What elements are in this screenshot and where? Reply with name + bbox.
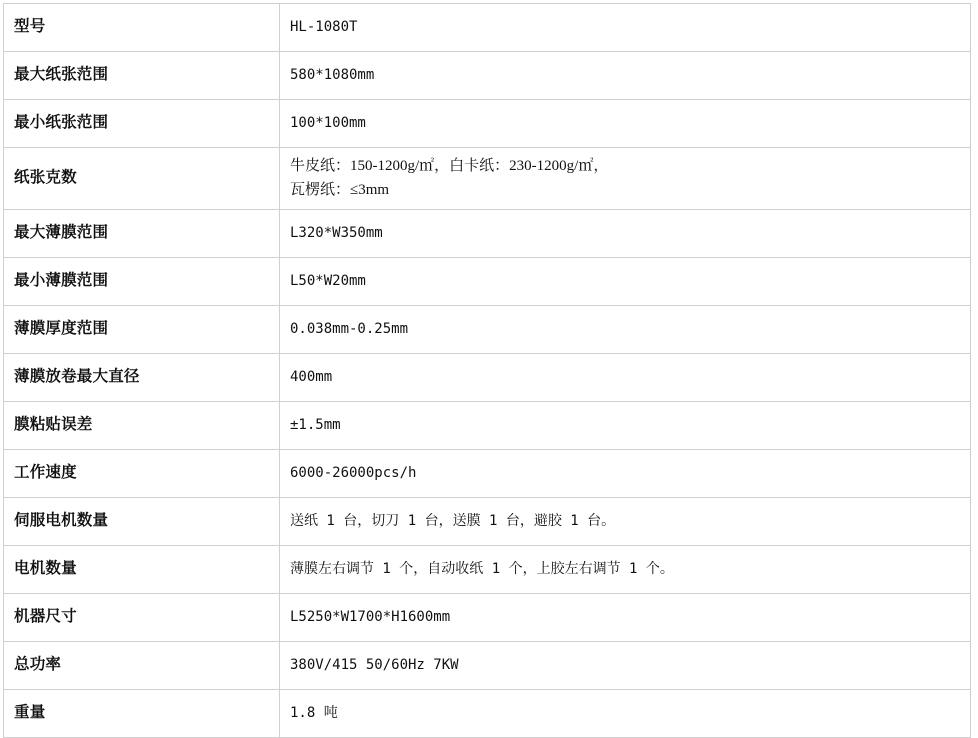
row-value: L5250*W1700*H1600mm <box>280 594 971 642</box>
table-row <box>4 354 971 402</box>
row-value: 580*1080mm <box>280 52 971 100</box>
row-label: 薄膜放卷最大直径 <box>4 354 280 402</box>
table-row <box>4 402 971 450</box>
table-row <box>4 100 971 148</box>
row-value <box>280 148 971 210</box>
row-value: HL-1080T <box>280 4 971 52</box>
row-value: 1.8 吨 <box>280 690 971 738</box>
row-label: 最大薄膜范围 <box>4 210 280 258</box>
row-value-line-2: 瓦楞纸：≤3mm <box>290 181 390 198</box>
row-label: 最小纸张范围 <box>4 100 280 148</box>
row-label: 伺服电机数量 <box>4 498 280 546</box>
table-row <box>4 148 971 210</box>
table-row <box>4 690 971 738</box>
table-row <box>4 4 971 52</box>
row-value: L320*W350mm <box>280 210 971 258</box>
table-row <box>4 642 971 690</box>
row-value-line-1: 牛皮纸：150-1200g/㎡，白卡纸：230-1200g/㎡， <box>290 158 609 175</box>
row-value: 薄膜左右调节 1 个，自动收纸 1 个，上胶左右调节 1 个。 <box>280 546 971 594</box>
row-label: 型号 <box>4 4 280 52</box>
row-value: L50*W20mm <box>280 258 971 306</box>
table-row <box>4 450 971 498</box>
table-row <box>4 52 971 100</box>
table-row <box>4 306 971 354</box>
row-value: 400mm <box>280 354 971 402</box>
row-value: 6000-26000pcs/h <box>280 450 971 498</box>
row-label: 机器尺寸 <box>4 594 280 642</box>
row-label: 最小薄膜范围 <box>4 258 280 306</box>
row-label: 重量 <box>4 690 280 738</box>
row-value: 送纸 1 台，切刀 1 台，送膜 1 台，避胶 1 台。 <box>280 498 971 546</box>
row-value: 0.038mm-0.25mm <box>280 306 971 354</box>
table-row <box>4 498 971 546</box>
row-value: 380V/415 50/60Hz 7KW <box>280 642 971 690</box>
row-value: ±1.5mm <box>280 402 971 450</box>
table-row <box>4 546 971 594</box>
table-row <box>4 258 971 306</box>
row-label: 工作速度 <box>4 450 280 498</box>
specification-table <box>3 3 971 738</box>
table-row <box>4 210 971 258</box>
row-label: 膜粘贴误差 <box>4 402 280 450</box>
row-label: 最大纸张范围 <box>4 52 280 100</box>
row-label: 薄膜厚度范围 <box>4 306 280 354</box>
row-value: 100*100mm <box>280 100 971 148</box>
row-label: 总功率 <box>4 642 280 690</box>
row-label: 电机数量 <box>4 546 280 594</box>
table-row <box>4 594 971 642</box>
row-label: 纸张克数 <box>4 148 280 210</box>
